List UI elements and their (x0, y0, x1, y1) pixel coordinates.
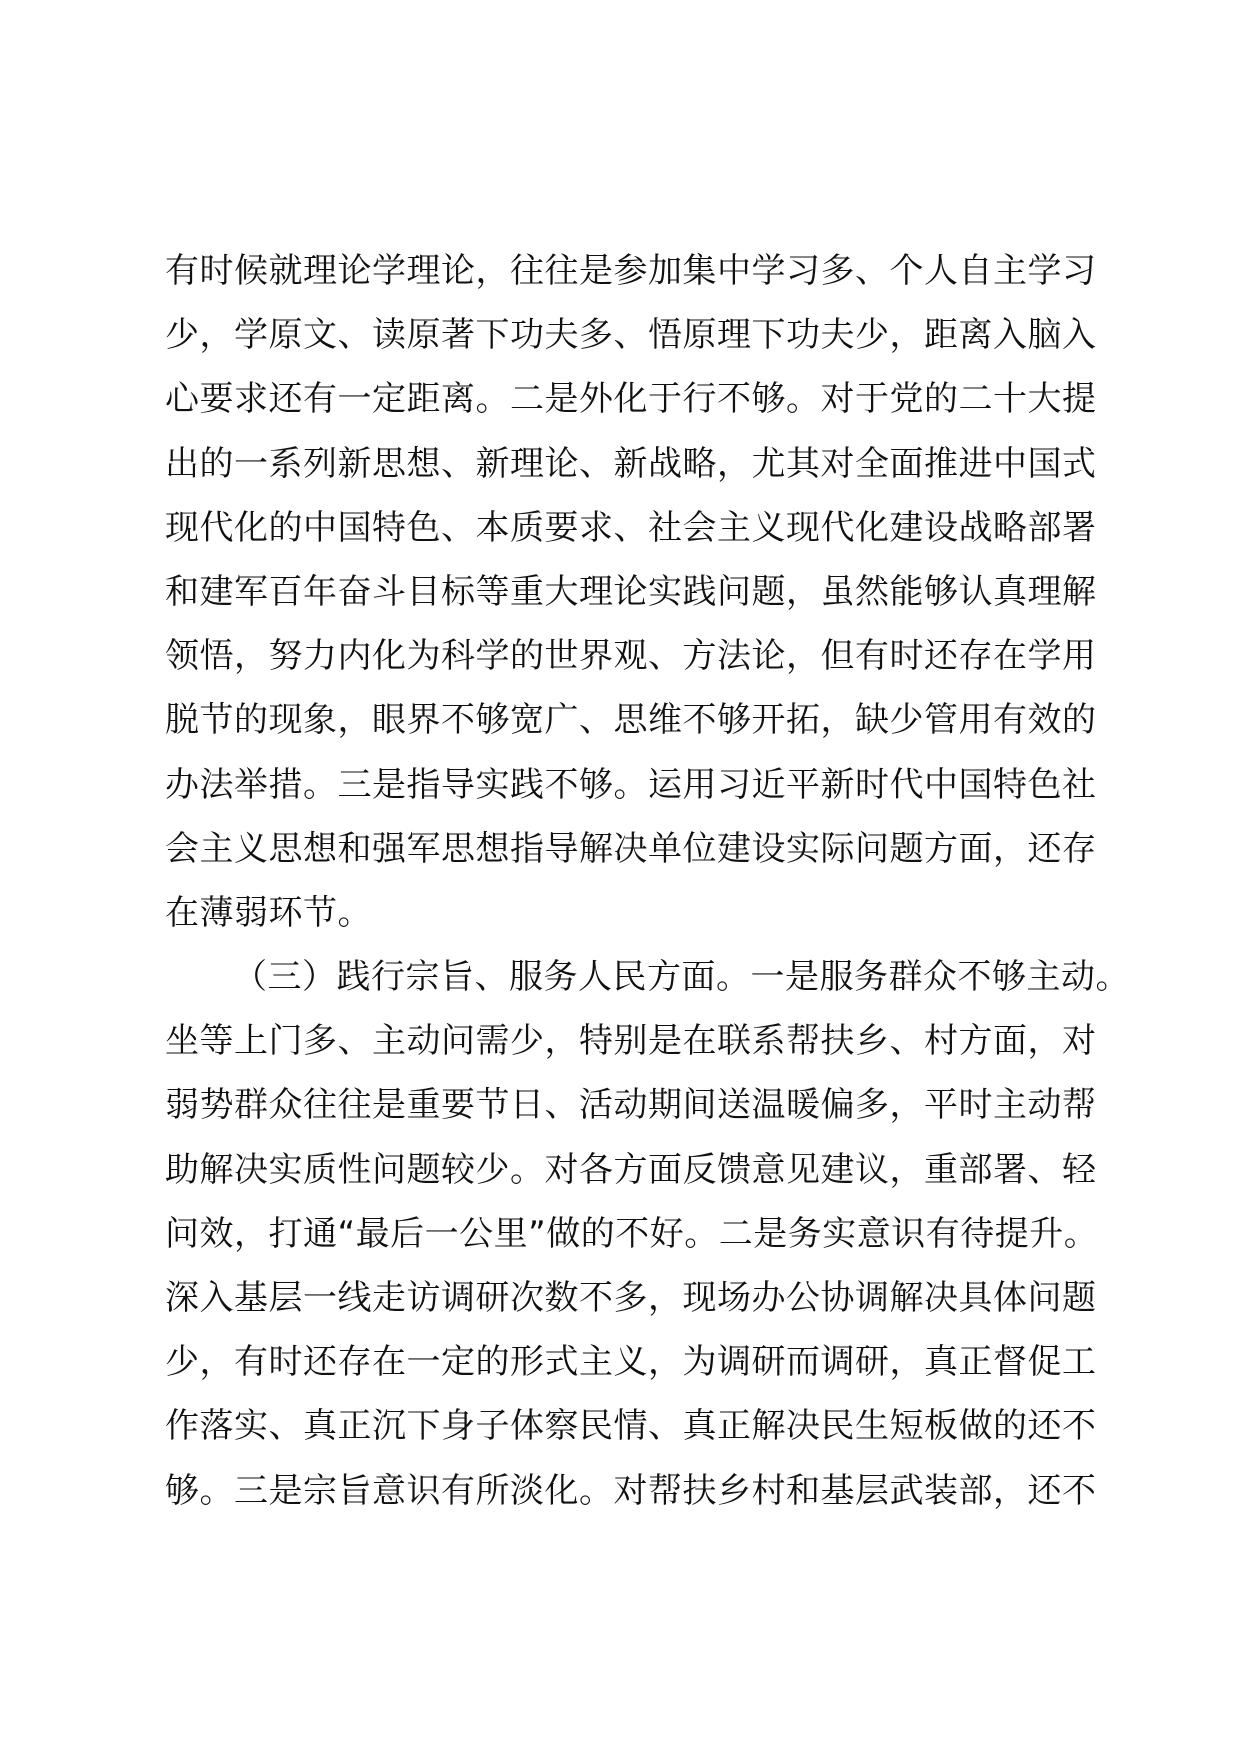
text-line: 心要求还有一定距离。二是外化于行不够。对于党的二十大提 (165, 379, 1097, 420)
text-line: 坐等上门多、主动问需少，特别是在联系帮扶乡、村方面，对 (165, 1021, 1097, 1062)
text-line: 少，有时还存在一定的形式主义，为调研而调研，真正督促工 (165, 1342, 1097, 1383)
text-line: 作落实、真正沉下身子体察民情、真正解决民生短板做的还不 (165, 1406, 1097, 1447)
text-line: 够。三是宗旨意识有所淡化。对帮扶乡村和基层武装部，还不 (165, 1470, 1097, 1511)
text-line: 弱势群众往往是重要节日、活动期间送温暖偏多，平时主动帮 (165, 1085, 1097, 1126)
text-line: 和建军百年奋斗目标等重大理论实践问题，虽然能够认真理解 (165, 571, 1097, 612)
text-line: 有时候就理论学理论，往往是参加集中学习多、个人自主学习 (165, 251, 1097, 291)
section-heading-line: （三）践行宗旨、服务人民方面。一是服务群众不够主动。 (233, 957, 1130, 998)
text-line: 办法举措。三是指导实践不够。运用习近平新时代中国特色社 (165, 764, 1097, 805)
text-line: 会主义思想和强军思想指导解决单位建设实际问题方面，还存 (165, 828, 1097, 869)
text-line: 少，学原文、读原著下功夫多、悟原理下功夫少，距离入脑入 (165, 315, 1097, 356)
text-line: 脱节的现象，眼界不够宽广、思维不够开拓，缺少管用有效的 (165, 700, 1097, 741)
text-line: 助解决实质性问题较少。对各方面反馈意见建议，重部署、轻 (165, 1149, 1097, 1190)
body-text (165, 239, 1130, 1523)
text-line: 领悟，努力内化为科学的世界观、方法论，但有时还存在学用 (165, 636, 1097, 677)
text-line: 现代化的中国特色、本质要求、社会主义现代化建设战略部署 (165, 507, 1097, 548)
text-line: 出的一系列新思想、新理论、新战略，尤其对全面推进中国式 (165, 443, 1097, 484)
text-line: 深入基层一线走访调研次数不多，现场办公协调解决具体问题 (165, 1278, 1097, 1318)
text-line: 在薄弱环节。 (165, 892, 372, 933)
text-line: 问效，打通“最后一公里”做的不好。二是务实意识有待提升。 (165, 1213, 1099, 1254)
